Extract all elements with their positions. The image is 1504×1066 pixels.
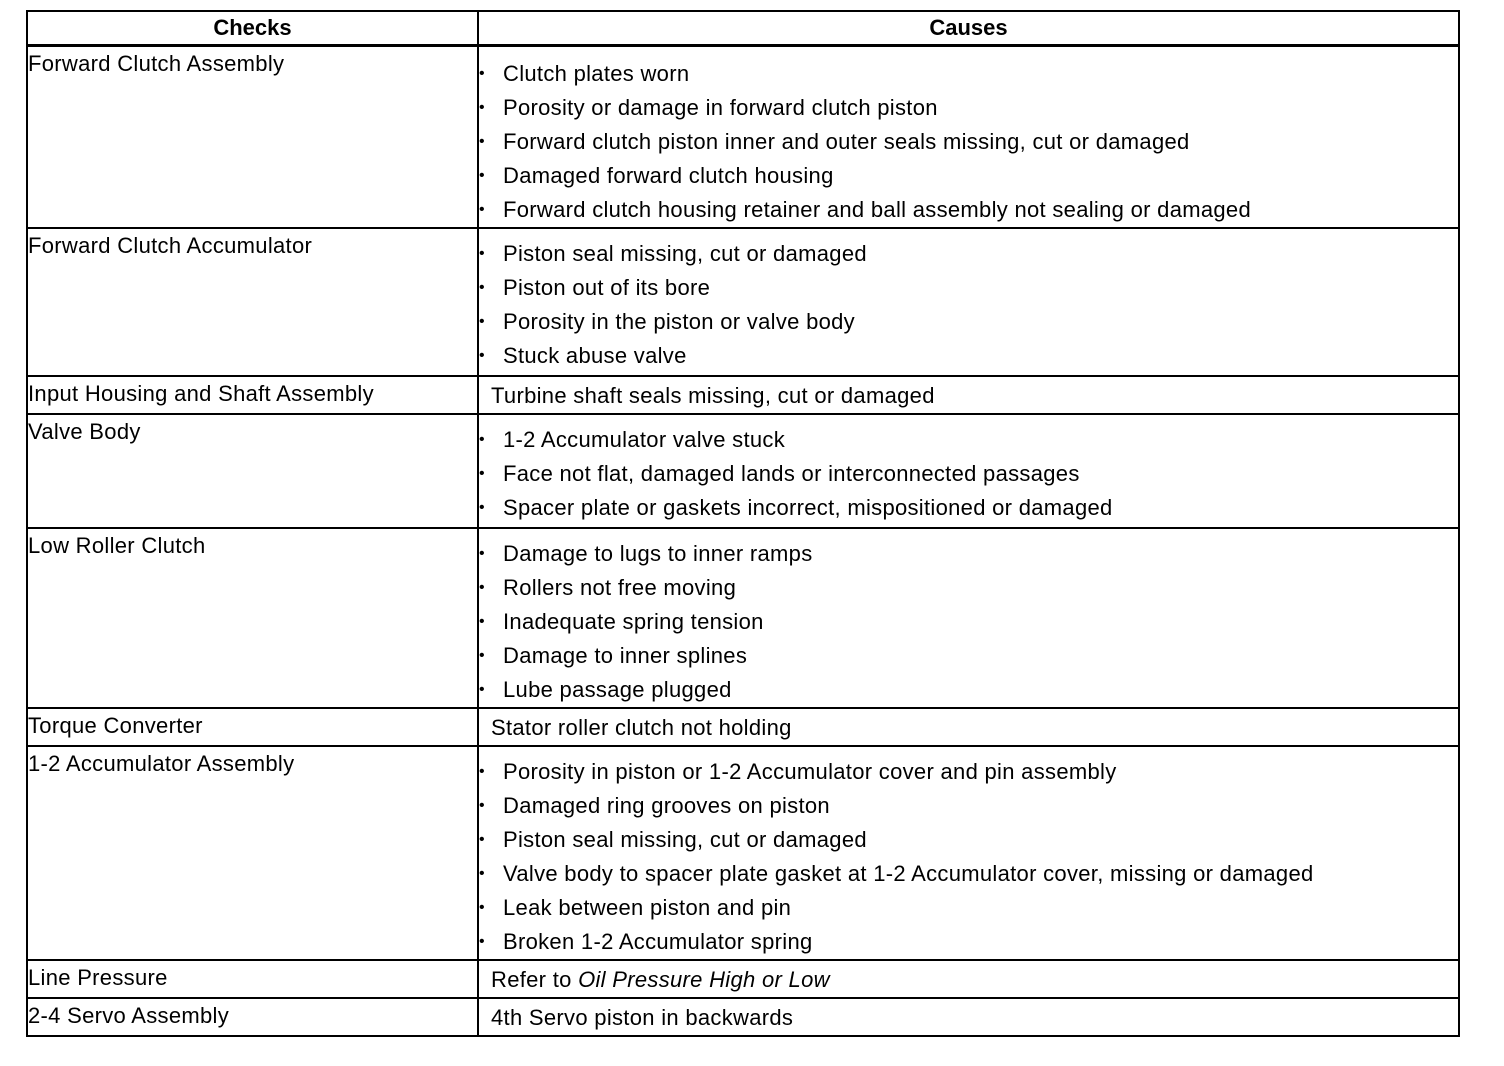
check-cell: 2-4 Servo Assembly	[27, 998, 478, 1036]
causes-cell	[478, 528, 1459, 708]
bullet-icon: •	[479, 65, 485, 82]
bullet-icon: •	[479, 681, 485, 698]
cause-item: • Forward clutch piston inner and outer seals missing, cut or damaged	[479, 125, 1458, 159]
cause-item: • Leak between piston and pin	[479, 891, 1458, 925]
bullet-icon: •	[479, 899, 485, 916]
check-cell: Valve Body	[27, 414, 478, 528]
bullet-icon: •	[479, 99, 485, 116]
causes-list	[479, 423, 1458, 525]
cause-item: • Stuck abuse valve	[479, 339, 1458, 373]
causes-list	[479, 57, 1458, 227]
cause-item: • Porosity in piston or 1-2 Accumulator cover and pin assembly	[479, 755, 1458, 789]
cause-item: • Rollers not free moving	[479, 571, 1458, 605]
bullet-icon: •	[479, 831, 485, 848]
cause-item: • Damage to inner splines	[479, 639, 1458, 673]
cause-cell: Stator roller clutch not holding	[478, 708, 1459, 746]
bullet-icon: •	[479, 865, 485, 882]
table-row	[27, 528, 1459, 708]
check-cell: Forward Clutch Assembly	[27, 46, 478, 229]
check-cell: Line Pressure	[27, 960, 478, 998]
check-cell: 1-2 Accumulator Assembly	[27, 746, 478, 960]
cause-item: • Inadequate spring tension	[479, 605, 1458, 639]
causes-cell	[478, 746, 1459, 960]
bullet-icon: •	[479, 613, 485, 630]
checks-header: Checks	[27, 11, 478, 46]
table-row	[27, 960, 1459, 998]
cross-reference-link[interactable]: Oil Pressure High or Low	[578, 967, 830, 992]
cause-item: • Face not flat, damaged lands or interconnected passages	[479, 457, 1458, 491]
table-row	[27, 376, 1459, 414]
check-cell: Low Roller Clutch	[27, 528, 478, 708]
table-row	[27, 746, 1459, 960]
cause-item: • Lube passage plugged	[479, 673, 1458, 707]
cause-prefix: Refer to	[491, 967, 579, 992]
cause-cell	[478, 960, 1459, 998]
causes-cell	[478, 228, 1459, 376]
header-row	[27, 11, 1459, 46]
causes-list	[479, 237, 1458, 373]
causes-cell	[478, 414, 1459, 528]
causes-list	[479, 755, 1458, 959]
table-row	[27, 228, 1459, 376]
cause-item: • Broken 1-2 Accumulator spring	[479, 925, 1458, 959]
cause-item: • Porosity or damage in forward clutch piston	[479, 91, 1458, 125]
cause-item: • Damaged ring grooves on piston	[479, 789, 1458, 823]
bullet-icon: •	[479, 499, 485, 516]
causes-cell	[478, 46, 1459, 229]
cause-item: • Piston seal missing, cut or damaged	[479, 823, 1458, 857]
cause-item: • Piston out of its bore	[479, 271, 1458, 305]
check-cell: Forward Clutch Accumulator	[27, 228, 478, 376]
bullet-icon: •	[479, 245, 485, 262]
cause-cell: Turbine shaft seals missing, cut or damaged	[478, 376, 1459, 414]
check-cell: Input Housing and Shaft Assembly	[27, 376, 478, 414]
cause-item: • Piston seal missing, cut or damaged	[479, 237, 1458, 271]
cause-cell: 4th Servo piston in backwards	[478, 998, 1459, 1036]
bullet-icon: •	[479, 167, 485, 184]
bullet-icon: •	[479, 279, 485, 296]
bullet-icon: •	[479, 431, 485, 448]
causes-header: Causes	[478, 11, 1459, 46]
cause-item: • Porosity in the piston or valve body	[479, 305, 1458, 339]
cause-item: • 1-2 Accumulator valve stuck	[479, 423, 1458, 457]
bullet-icon: •	[479, 133, 485, 150]
bullet-icon: •	[479, 933, 485, 950]
causes-list	[479, 537, 1458, 707]
cause-item: • Clutch plates worn	[479, 57, 1458, 91]
bullet-icon: •	[479, 647, 485, 664]
table-row	[27, 708, 1459, 746]
table-row	[27, 46, 1459, 229]
cause-item: • Forward clutch housing retainer and ball assembly not sealing or damaged	[479, 193, 1458, 227]
bullet-icon: •	[479, 579, 485, 596]
cause-item: • Damage to lugs to inner ramps	[479, 537, 1458, 571]
cause-item: • Damaged forward clutch housing	[479, 159, 1458, 193]
bullet-icon: •	[479, 201, 485, 218]
table-row	[27, 414, 1459, 528]
bullet-icon: •	[479, 797, 485, 814]
cause-item: • Valve body to spacer plate gasket at 1-2 Accumulator cover, missing or damaged	[479, 857, 1458, 891]
table-row	[27, 998, 1459, 1036]
diagnosis-table	[26, 10, 1460, 1037]
cause-item: • Spacer plate or gaskets incorrect, mispositioned or damaged	[479, 491, 1458, 525]
bullet-icon: •	[479, 465, 485, 482]
bullet-icon: •	[479, 313, 485, 330]
bullet-icon: •	[479, 763, 485, 780]
bullet-icon: •	[479, 347, 485, 364]
check-cell: Torque Converter	[27, 708, 478, 746]
bullet-icon: •	[479, 545, 485, 562]
